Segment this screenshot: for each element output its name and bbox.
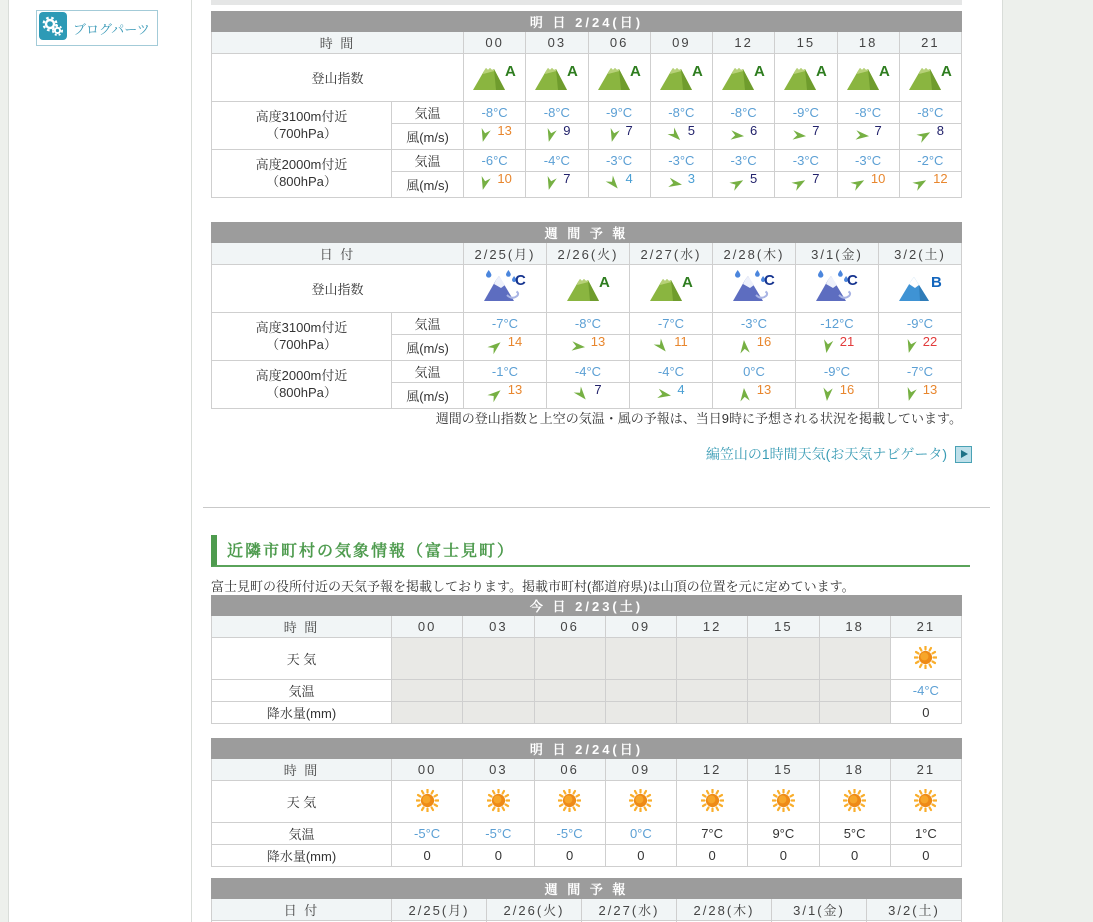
tomorrow-mountain-forecast-table [211, 11, 962, 198]
forecast-note: 週間の登山指数と上空の気温・風の予報は、当日9時に予想される状況を掲載しています。 [435, 411, 962, 426]
col-header-cell: 03 [463, 759, 534, 781]
precip-cell: 0 [392, 845, 463, 867]
col-header-cell: 15 [775, 32, 837, 54]
temp-cell: -3°C [775, 150, 837, 172]
page-right-margin [1002, 0, 1093, 922]
sunny-icon [416, 789, 439, 812]
sunny-icon [701, 789, 724, 812]
wind-cell: 22 [879, 335, 962, 361]
hourly-weather-link[interactable]: 編笠山の1時間天気(お天気ナビゲータ) [705, 446, 947, 462]
wind-direction-arrow-icon [727, 173, 747, 193]
weather-cell [748, 781, 819, 823]
col-header-label: 時 間 [212, 759, 392, 781]
temp-label: 気温 [392, 361, 464, 383]
precip-label: 降水量(mm) [212, 702, 392, 724]
col-header-cell: 3/2(土) [879, 243, 962, 265]
col-header-cell: 03 [526, 32, 588, 54]
weather-cell [392, 781, 463, 823]
precip-cell: 0 [605, 845, 676, 867]
weather-label: 天 気 [212, 781, 392, 823]
wind-direction-arrow-icon [485, 383, 506, 404]
wind-direction-arrow-icon [792, 127, 808, 143]
weather-label: 天 気 [212, 638, 392, 680]
temp-cell: -4°C [890, 680, 961, 702]
col-header-cell: 09 [605, 759, 676, 781]
temp-cell: -9°C [775, 102, 837, 124]
wind-cell: 8 [899, 124, 961, 150]
wind-cell: 4 [630, 383, 713, 409]
table-caption: 明 日 2/24(日) [212, 739, 962, 759]
temp-cell: -9°C [588, 102, 650, 124]
wind-cell: 21 [796, 335, 879, 361]
table-caption: 明 日 2/24(日) [212, 12, 962, 32]
wind-cell: 13 [464, 383, 547, 409]
svg-text:A: A [754, 62, 765, 80]
climb-index-a-icon [720, 61, 767, 92]
col-header-cell: 2/27(水) [630, 243, 713, 265]
precip-cell [392, 702, 463, 724]
weather-cell [534, 638, 605, 680]
svg-text:A: A [878, 62, 890, 80]
precip-cell: 0 [463, 845, 534, 867]
col-header-label: 日 付 [212, 899, 392, 921]
temp-cell: -3°C [588, 150, 650, 172]
col-header-cell: 03 [463, 616, 534, 638]
city-weekly-forecast-table [211, 878, 962, 922]
sunny-icon [843, 789, 866, 812]
wind-direction-arrow-icon [571, 383, 592, 404]
temp-cell: -7°C [879, 361, 962, 383]
wind-direction-arrow-icon [736, 338, 752, 354]
link-arrow-button[interactable] [955, 446, 972, 463]
col-header-cell: 2/28(木) [713, 243, 796, 265]
wind-direction-arrow-icon [667, 174, 684, 191]
temp-cell: 0°C [713, 361, 796, 383]
nearby-city-section-title: 近隣市町村の気象情報（富士見町） [211, 535, 970, 567]
nearby-city-section-description: 富士見町の役所付近の天気予報を掲載しております。掲載市町村(都道府県)は山頂の位置を元に定めています。 [211, 579, 855, 594]
climb-index-cell [464, 265, 547, 313]
temp-cell: -8°C [713, 102, 775, 124]
temp-label: 気温 [212, 680, 392, 702]
temp-label: 気温 [392, 313, 464, 335]
temp-cell [748, 680, 819, 702]
col-header-cell: 00 [464, 32, 526, 54]
climb-index-cell [547, 265, 630, 313]
temp-cell: 0°C [605, 823, 676, 845]
temp-cell: -1°C [464, 361, 547, 383]
climb-index-cell [879, 265, 962, 313]
wind-direction-arrow-icon [476, 126, 494, 144]
wind-direction-arrow-icon [819, 386, 835, 402]
temp-cell: -4°C [526, 150, 588, 172]
sunny-icon [914, 646, 937, 669]
wind-direction-arrow-icon [901, 337, 919, 355]
table-caption: 週 間 予 報 [212, 223, 962, 243]
temp-cell [677, 680, 748, 702]
temp-cell: -3°C [837, 150, 899, 172]
climb-index-c-icon [814, 270, 861, 304]
col-header-cell: 21 [890, 759, 961, 781]
temp-cell: -4°C [630, 361, 713, 383]
col-header-cell: 15 [748, 616, 819, 638]
climb-index-a-icon [782, 61, 829, 92]
wind-direction-arrow-icon [665, 124, 686, 145]
precip-cell: 0 [819, 845, 890, 867]
temp-label: 気温 [392, 102, 464, 124]
col-header-cell: 12 [677, 616, 748, 638]
precip-cell [748, 702, 819, 724]
temp-cell: 9°C [748, 823, 819, 845]
city-tomorrow-forecast-table [211, 738, 962, 867]
climb-index-a-icon [845, 61, 892, 92]
col-header-cell: 09 [605, 616, 676, 638]
col-header-label: 日 付 [212, 243, 464, 265]
table-caption: 今 日 2/23(土) [212, 596, 962, 616]
col-header-cell: 18 [819, 616, 890, 638]
temp-cell [463, 680, 534, 702]
precip-cell: 0 [890, 702, 961, 724]
climb-index-label: 登山指数 [212, 54, 464, 102]
precip-cell: 0 [677, 845, 748, 867]
wind-cell: 13 [547, 335, 630, 361]
climb-index-cell [775, 54, 837, 102]
climb-index-a-icon [565, 272, 612, 303]
temp-cell: -8°C [899, 102, 961, 124]
altitude-label: 高度3100m付近 （700hPa） [212, 102, 392, 150]
col-header-cell: 15 [748, 759, 819, 781]
svg-text:A: A [598, 273, 610, 291]
col-header-cell: 00 [392, 759, 463, 781]
temp-cell: -9°C [879, 313, 962, 335]
wind-direction-arrow-icon [651, 335, 672, 356]
col-header-cell: 06 [534, 616, 605, 638]
wind-cell: 6 [713, 124, 775, 150]
main-content [192, 0, 1002, 922]
wind-direction-arrow-icon [656, 385, 673, 402]
sunny-icon [629, 789, 652, 812]
altitude-label: 高度2000m付近 （800hPa） [212, 150, 392, 198]
weather-cell [463, 638, 534, 680]
col-header-cell: 00 [392, 616, 463, 638]
col-header-cell: 06 [588, 32, 650, 54]
temp-cell: -8°C [650, 102, 712, 124]
climb-index-c-icon [731, 270, 778, 304]
climb-index-c-icon [482, 270, 529, 304]
weekly-mountain-forecast-table [211, 222, 962, 409]
wind-direction-arrow-icon [542, 174, 560, 192]
sunny-icon [914, 789, 937, 812]
temp-cell: 1°C [890, 823, 961, 845]
temp-cell: -7°C [464, 313, 547, 335]
temp-cell: -5°C [463, 823, 534, 845]
wind-label: 風(m/s) [392, 383, 464, 409]
sidebar [9, 0, 192, 922]
col-header-cell: 3/1(金) [796, 243, 879, 265]
climb-index-a-icon [648, 272, 695, 303]
wind-cell: 11 [630, 335, 713, 361]
gears-icon [39, 12, 67, 45]
wind-cell: 13 [464, 124, 526, 150]
temp-label: 気温 [392, 150, 464, 172]
wind-cell: 7 [588, 124, 650, 150]
temp-cell [392, 680, 463, 702]
climb-index-a-icon [658, 61, 705, 92]
wind-direction-arrow-icon [848, 173, 868, 193]
climb-index-cell [464, 54, 526, 102]
col-header-cell: 2/26(火) [547, 243, 630, 265]
climb-index-a-icon [533, 61, 580, 92]
climb-index-cell [526, 54, 588, 102]
svg-text:B: B [930, 273, 942, 291]
wind-cell: 3 [650, 172, 712, 198]
wind-cell: 5 [650, 124, 712, 150]
wind-cell: 16 [796, 383, 879, 409]
wind-cell: 10 [464, 172, 526, 198]
previous-table-bottom-edge [211, 0, 962, 5]
wind-direction-arrow-icon [602, 172, 623, 193]
wind-cell: 7 [775, 172, 837, 198]
svg-text:A: A [816, 62, 828, 80]
weather-cell [748, 638, 819, 680]
wind-direction-arrow-icon [914, 125, 934, 145]
svg-text:A: A [505, 62, 516, 80]
wind-label: 風(m/s) [392, 335, 464, 361]
col-header-cell: 12 [677, 759, 748, 781]
precip-cell [677, 702, 748, 724]
col-header-cell: 2/26(火) [487, 899, 582, 921]
section-divider [203, 507, 990, 508]
climb-index-cell [713, 265, 796, 313]
col-header-cell: 2/28(木) [677, 899, 772, 921]
wind-direction-arrow-icon [570, 338, 586, 354]
col-header-cell: 3/2(土) [867, 899, 962, 921]
col-header-cell: 21 [890, 616, 961, 638]
weather-cell [605, 638, 676, 680]
temp-cell [819, 680, 890, 702]
wind-cell: 16 [713, 335, 796, 361]
col-header-cell: 12 [713, 32, 775, 54]
col-header-cell: 2/25(月) [392, 899, 487, 921]
temp-cell: -5°C [534, 823, 605, 845]
sunny-icon [487, 789, 510, 812]
col-header-cell: 2/25(月) [464, 243, 547, 265]
precip-cell: 0 [890, 845, 961, 867]
weather-cell [677, 781, 748, 823]
weather-cell [463, 781, 534, 823]
precip-cell [463, 702, 534, 724]
wind-direction-arrow-icon [476, 174, 494, 192]
wind-direction-arrow-icon [542, 126, 560, 144]
wind-label: 風(m/s) [392, 172, 464, 198]
hourly-weather-link-row [706, 444, 972, 464]
climb-index-a-icon [471, 61, 518, 92]
temp-cell: -2°C [899, 150, 961, 172]
svg-text:A: A [629, 62, 641, 80]
wind-cell: 7 [526, 172, 588, 198]
col-header-cell: 18 [837, 32, 899, 54]
wind-direction-arrow-icon [790, 173, 810, 193]
climb-index-cell [713, 54, 775, 102]
climb-index-label: 登山指数 [212, 265, 464, 313]
wind-cell: 10 [837, 172, 899, 198]
svg-text:A: A [940, 62, 952, 80]
climb-index-cell [837, 54, 899, 102]
climb-index-cell [650, 54, 712, 102]
wind-cell: 7 [547, 383, 630, 409]
temp-cell: -8°C [464, 102, 526, 124]
wind-direction-arrow-icon [819, 337, 836, 354]
col-header-label: 時 間 [212, 616, 392, 638]
temp-cell: -12°C [796, 313, 879, 335]
altitude-label: 高度3100m付近 （700hPa） [212, 313, 392, 361]
climb-index-cell [899, 54, 961, 102]
precip-cell [534, 702, 605, 724]
wind-cell: 4 [588, 172, 650, 198]
city-today-forecast-table [211, 595, 962, 724]
temp-cell: -7°C [630, 313, 713, 335]
altitude-label: 高度2000m付近 （800hPa） [212, 361, 392, 409]
temp-label: 気温 [212, 823, 392, 845]
svg-text:A: A [691, 62, 703, 80]
svg-text:A: A [567, 62, 579, 80]
climb-index-cell [630, 265, 713, 313]
temp-cell: -9°C [796, 361, 879, 383]
weather-cell [890, 638, 961, 680]
climb-index-cell [588, 54, 650, 102]
col-header-cell: 09 [650, 32, 712, 54]
col-header-cell: 2/27(水) [582, 899, 677, 921]
temp-cell: -3°C [650, 150, 712, 172]
wind-cell: 13 [713, 383, 796, 409]
weather-cell [890, 781, 961, 823]
precip-cell: 0 [748, 845, 819, 867]
wind-label: 風(m/s) [392, 124, 464, 150]
wind-direction-arrow-icon [736, 386, 752, 402]
weather-cell [819, 781, 890, 823]
temp-cell: -8°C [547, 313, 630, 335]
precip-label: 降水量(mm) [212, 845, 392, 867]
sunny-icon [772, 789, 795, 812]
svg-text:C: C [763, 272, 775, 289]
temp-cell: 7°C [677, 823, 748, 845]
wind-cell: 14 [464, 335, 547, 361]
wind-direction-arrow-icon [729, 127, 745, 143]
temp-cell [534, 680, 605, 702]
svg-text:C: C [514, 272, 526, 289]
precip-cell: 0 [534, 845, 605, 867]
col-header-cell: 3/1(金) [772, 899, 867, 921]
wind-direction-arrow-icon [485, 335, 506, 356]
wind-direction-arrow-icon [604, 126, 622, 144]
temp-cell: -8°C [837, 102, 899, 124]
temp-cell: -8°C [526, 102, 588, 124]
play-triangle-icon [961, 450, 968, 458]
weather-cell [392, 638, 463, 680]
wind-cell: 9 [526, 124, 588, 150]
weather-cell [677, 638, 748, 680]
col-header-label: 時 間 [212, 32, 464, 54]
precip-cell [605, 702, 676, 724]
weather-cell [819, 638, 890, 680]
temp-cell: -5°C [392, 823, 463, 845]
col-header-cell: 18 [819, 759, 890, 781]
temp-cell: -3°C [713, 150, 775, 172]
climb-index-cell [796, 265, 879, 313]
svg-text:C: C [846, 272, 858, 289]
climb-index-a-icon [596, 61, 643, 92]
temp-cell [605, 680, 676, 702]
page-left-margin [0, 0, 9, 922]
weather-cell [605, 781, 676, 823]
col-header-cell: 06 [534, 759, 605, 781]
precip-cell [819, 702, 890, 724]
wind-direction-arrow-icon [901, 385, 919, 403]
temp-cell: -6°C [464, 150, 526, 172]
wind-direction-arrow-icon [854, 127, 870, 143]
wind-cell: 12 [899, 172, 961, 198]
temp-cell: -3°C [713, 313, 796, 335]
wind-cell: 13 [879, 383, 962, 409]
blog-parts-widget[interactable] [36, 10, 158, 46]
wind-cell: 7 [837, 124, 899, 150]
wind-cell: 5 [713, 172, 775, 198]
climb-index-a-icon [907, 61, 954, 92]
table-caption: 週 間 予 報 [212, 879, 962, 899]
svg-text:A: A [681, 273, 693, 291]
wind-cell: 7 [775, 124, 837, 150]
wind-direction-arrow-icon [910, 173, 930, 193]
blog-parts-label: ブログパーツ [73, 21, 150, 37]
sunny-icon [558, 789, 581, 812]
col-header-cell: 21 [899, 32, 961, 54]
temp-cell: 5°C [819, 823, 890, 845]
weather-cell [534, 781, 605, 823]
temp-cell: -4°C [547, 361, 630, 383]
climb-index-b-icon [897, 272, 944, 303]
